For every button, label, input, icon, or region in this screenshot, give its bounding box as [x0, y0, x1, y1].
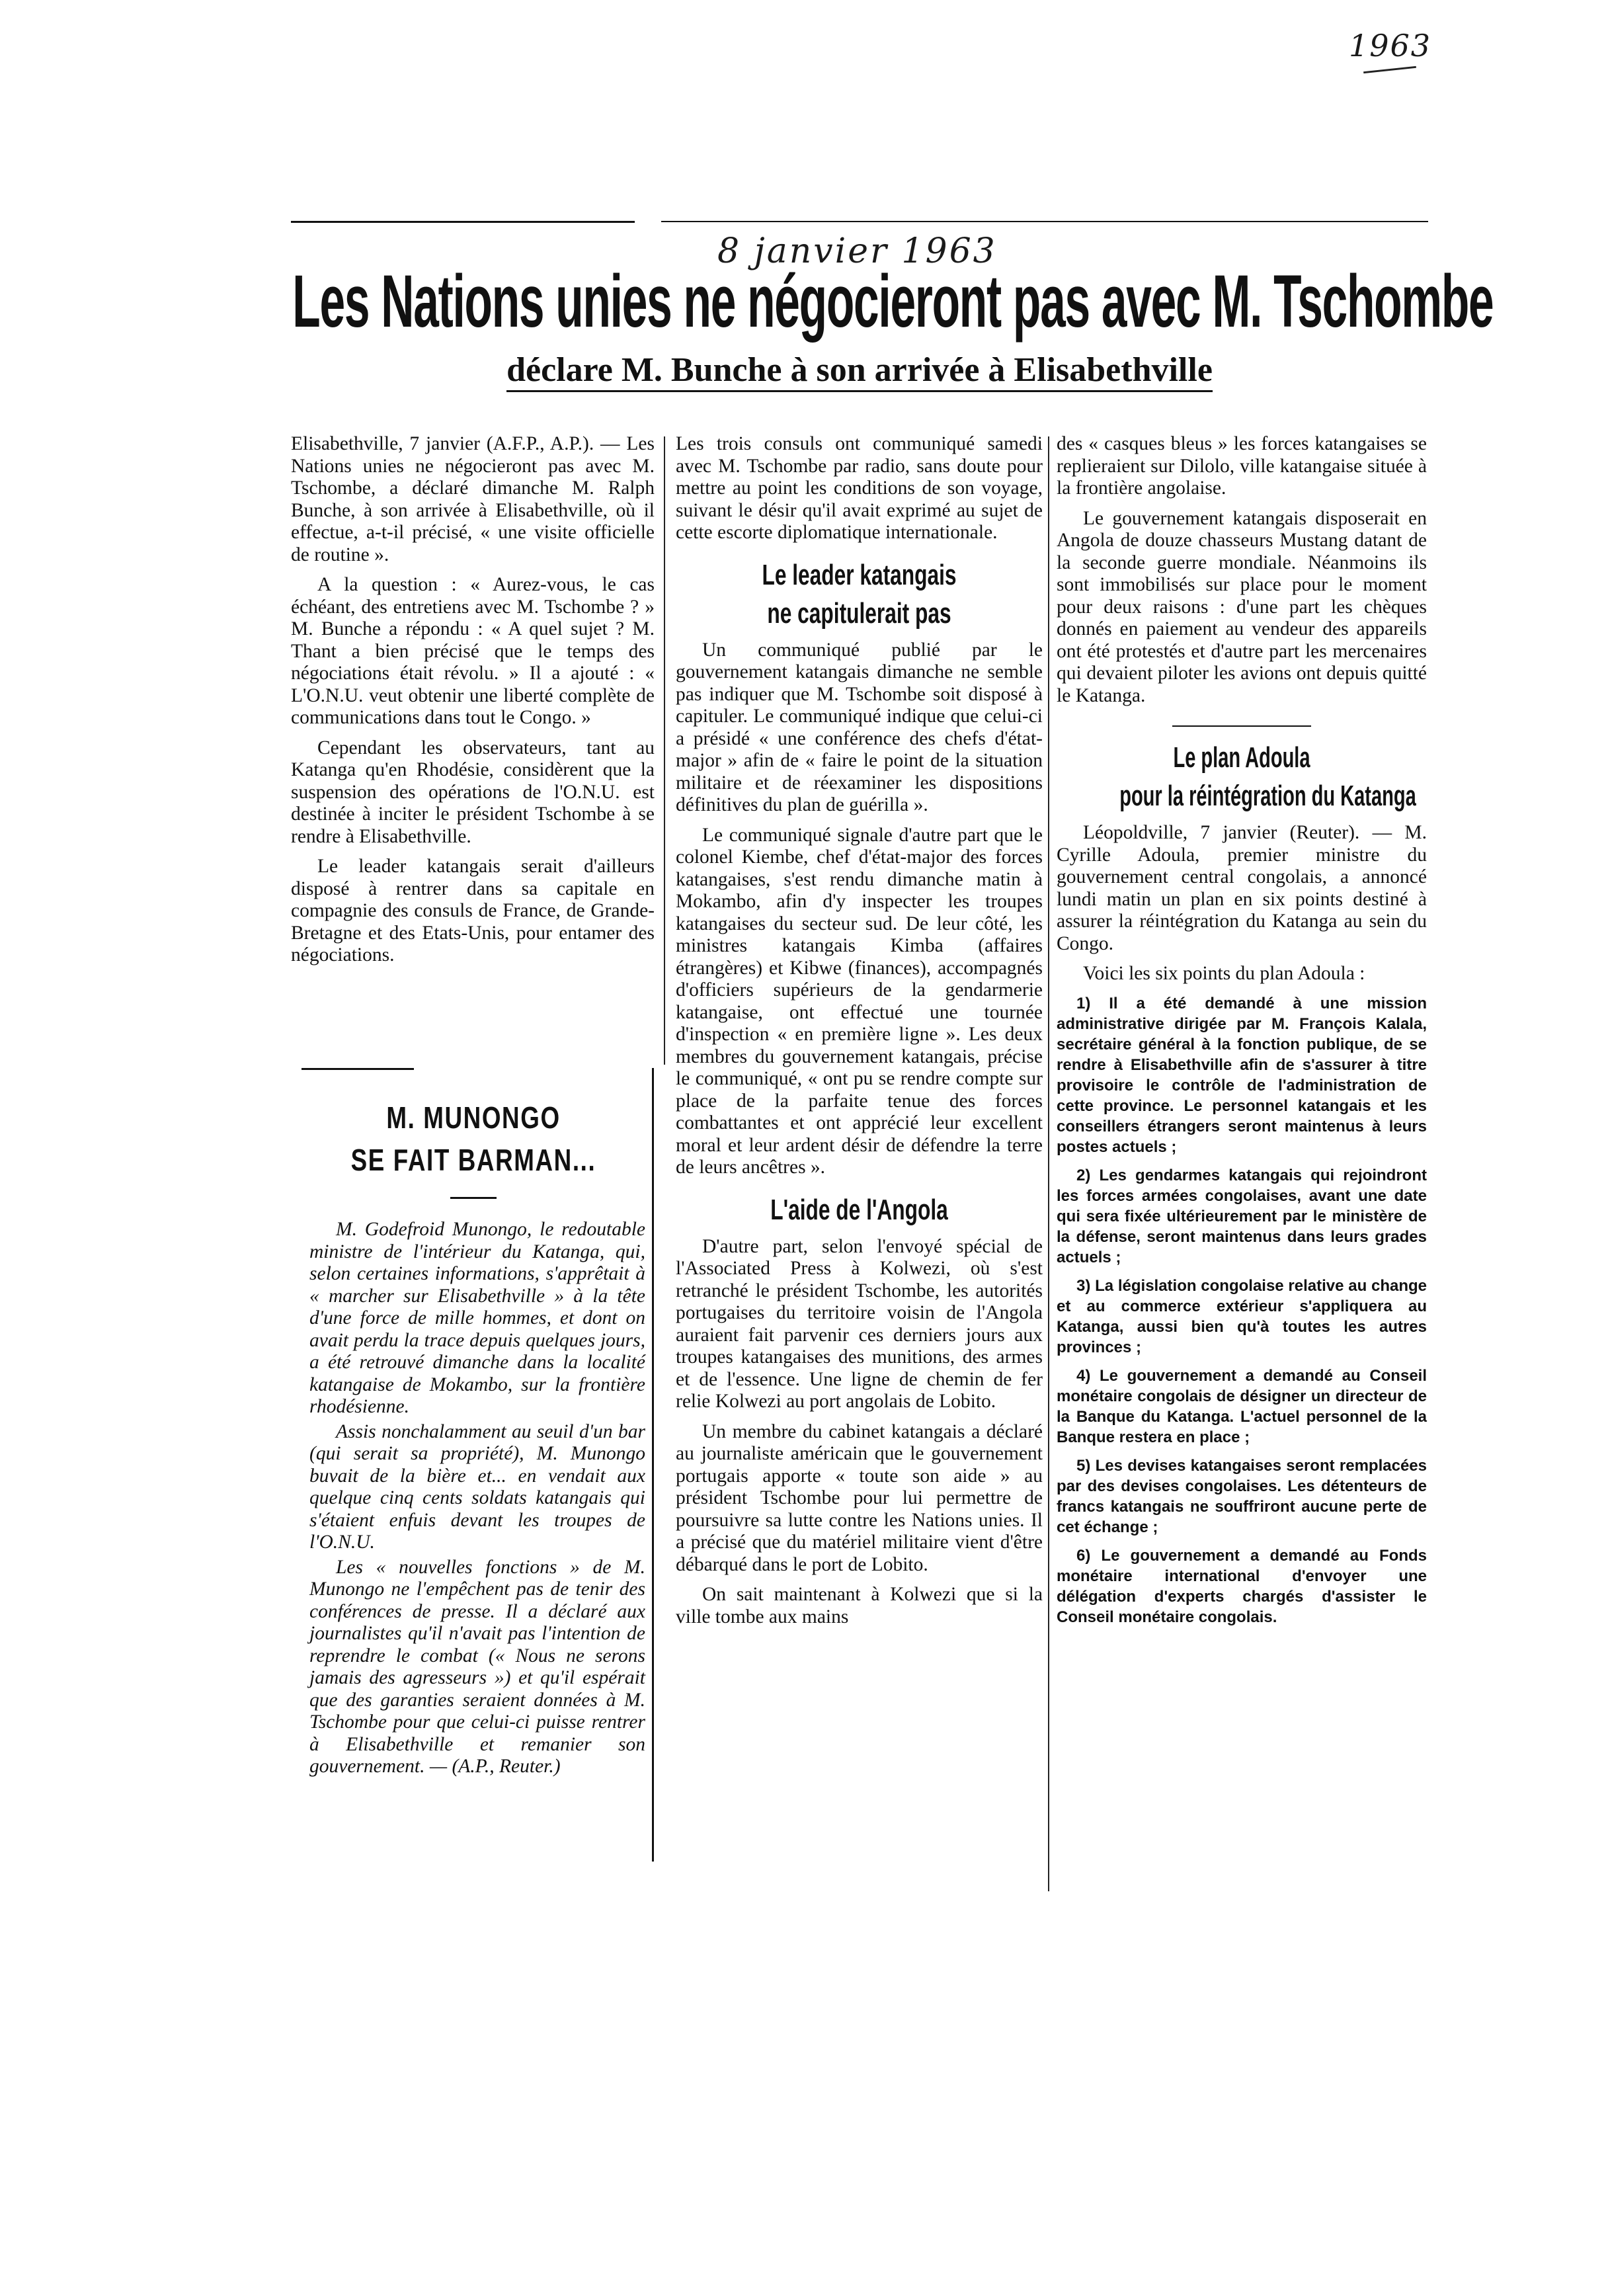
box-body — [295, 1219, 652, 1778]
article-paragraph: Cependant les observateurs, tant au Katanga qu'en Rhodésie, considèrent que la suspension des opérations de l'O.N.U. est destinée à inciter le président Tschombe à se rendre à Elisabethville. — [291, 737, 655, 847]
article-paragraph: Le gouvernement katangais disposerait en Angola de douze chasseurs Mustang datant de la seconde guerre mondiale. Néanmoins ils sont immobilisés sur place pour le moment pour deux raisons : d'une part les chèques donnés en paiement au vendeur des appareils ont été protestés et d'autre part les mercenaires qui devaient piloter les avions ont depuis quitté le Katanga. — [1057, 507, 1427, 706]
section-title-angola: L'aide de l'Angola — [770, 1193, 948, 1226]
article-paragraph: On sait maintenant à Kolwezi que si la ville tombe aux mains — [676, 1584, 1043, 1627]
article-paragraph: Voici les six points du plan Adoula : — [1083, 963, 1365, 984]
plan-point: 5) Les devises katangaises seront remplacées par des devises congolaises. Les détenteurs de francs katangais ne souffriront aucune perte de cet échange ; — [1057, 1456, 1427, 1536]
section-title-line: pour la réintégration du Katanga — [1119, 780, 1416, 812]
article-paragraph: Les trois consuls ont communiqué samedi avec M. Tschombe par radio, sans doute pour mettre au point les conditions de son voyage, suivant le désir qu'il avait exprimé au sujet de cette escorte diplomatique internationale. — [676, 433, 1043, 543]
plan-point: 6) Le gouvernement a demandé au Fonds monétaire international d'envoyer une délégation d'experts chargés d'assister le Conseil monétaire congolais. — [1057, 1546, 1427, 1626]
article-paragraph: A la question : « Aurez-vous, le cas échéant, des entretiens avec M. Tschombe ? » M. Bunche a répondu : « A quel sujet ? M. Thant a bien précisé que le temps des négociations était révolu. » Il a ajouté : « L'O.N.U. veut obtenir une liberté complète de communications dans tout le Congo. » — [291, 574, 655, 728]
section-title-line: Le plan Adoula — [1173, 741, 1310, 774]
subheadline-text: déclare M. Bunche à son arrivée à Elisabethville — [506, 351, 1213, 392]
top-rule-right — [661, 221, 1428, 222]
article-paragraph: D'autre part, selon l'envoyé spécial de l'Associated Press à Kolwezi, où s'est retranché le président Tschombe, les autorités portugaises du territoire voisin de l'Angola auraient fait parvenir ces derniers jours aux troupes katangaises des munitions, des armes et de l'essence. Une ligne de chemin de fer relie Kolwezi au port angolais de Lobito. — [676, 1235, 1043, 1412]
article-paragraph: Elisabethville, 7 janvier (A.F.P., A.P.). — Les Nations unies ne négocieront pas avec M. Tschombe, a déclaré dimanche M. Ralph Bunche, à son arrivée à Elisabethville, où il effectue, a-t-il précisé, « une visite officielle de routine ». — [291, 433, 655, 565]
article-paragraph: Un communiqué publié par le gouvernement katangais dimanche ne semble pas indiquer que M. Tschombe soit disposé à capituler. Le communiqué indique que celui-ci a présidé « une conférence des chefs d'état-major » afin de « faire le point de la situation militaire et de réexaminer les dispositions définitives du plan de guérilla ». — [676, 639, 1043, 815]
column-divider-1 — [664, 436, 665, 1065]
plan-point: 4) Le gouvernement a demandé au Conseil monétaire congolais de désigner un directeur de la Banque du Katanga. L'actuel personnel de la Banque restera en place ; — [1057, 1366, 1427, 1446]
plan-point: 1) Il a été demandé à une mission administrative dirigée par M. François Kalala, secrétaire général à la fonction publique, de se rendre à Elisabethville afin de s'assurer à titre provisoire le contrôle de l'administration de cette province. Le personnel katangais et les conseillers étrangers seront maintenus à leurs postes actuels ; — [1057, 994, 1427, 1156]
column-2 — [676, 433, 1043, 1636]
section-title-line: Le leader katangais — [762, 558, 957, 591]
plan-points-list — [1057, 993, 1427, 1627]
box-title-line2: SE FAIT BARMAN... — [350, 1143, 596, 1177]
subheadline — [291, 350, 1428, 390]
handwritten-year: 1963 — [1349, 28, 1432, 63]
column-1 — [291, 433, 655, 975]
box-top-rule — [302, 1068, 414, 1070]
article-paragraph: Un membre du cabinet katangais a déclaré au journaliste américain que le gouvernement portugais apporte « toute son aide » au président Tschombe pour lui permettre de poursuivre sa lutte contre les Nations unies. Il a précisé que du matériel militaire vient d'être débarqué dans le port de Lobito. — [676, 1420, 1043, 1575]
box-title-rule — [450, 1197, 497, 1199]
article-paragraph: Léopoldville, 7 janvier (Reuter). — M. Cyrille Adoula, premier ministre du gouvernement central congolais, a annoncé lundi matin un plan en six points destiné à assurer la réintégration du Katanga au sein du Congo. — [1057, 822, 1427, 954]
top-rule-left — [291, 221, 635, 223]
plan-point: 3) La législation congolaise relative au change et au commerce extérieur s'appliquera au Katanga, aussi bien qu'à toutes les autres provinces ; — [1057, 1276, 1427, 1356]
article-paragraph: Le communiqué signale d'autre part que le colonel Kiembe, chef d'état-major des forces katangaises, s'est rendu dimanche matin à Mokambo, afin d'y inspecter les troupes katangaises du secteur sud. De leur côté, les ministres katangais Kimba (affaires étrangères) et Kibwe (finances), accompagnés d'officiers supérieurs de la gendarmerie katangaise, ont effectué une tournée d'inspection « en première ligne ». Les deux membres du gouvernement katangais, précise le communiqué, « ont pu se rendre compte sur place de la parfaite tenue des forces combattantes et ont apprécié leur excellent moral et leur ardent désir de défendre la terre de leurs ancêtres ». — [676, 824, 1043, 1178]
box-paragraph: Les « nouvelles fonctions » de M. Munongo ne l'empêchent pas de tenir des conférences de presse. Il a déclaré aux journalistes qu'il n'avait pas l'intention de reprendre le combat (« Nous ne serons jamais des agresseurs ») et qu'il espérait que des garanties seraient données à M. Tschombe pour que celui-ci puisse rentrer à Elisabethville et remanier son gouvernement. — (A.P., Reuter.) — [309, 1556, 645, 1777]
section-separator — [1172, 725, 1311, 727]
handwritten-date: 8 janvier 1963 — [717, 231, 997, 271]
column-divider-2 — [1048, 436, 1049, 1891]
handwritten-underline — [1363, 66, 1416, 73]
section-title-line: ne capitulerait pas — [767, 596, 951, 630]
plan-point: 2) Les gendarmes katangais qui rejoindront les forces armées congolaises, avant une date qui sera fixée ultérieurement par le ministère de la défense, seront maintenus dans leurs grades actuels ; — [1057, 1166, 1427, 1266]
section-title-adoula — [1119, 739, 1416, 815]
headline: Les Nations unies ne négocieront pas avec M. Tschombe — [292, 260, 1494, 343]
sidebar-box — [295, 1068, 654, 1862]
article-paragraph: des « casques bleus » les forces katangaises se replieraient sur Dilolo, ville katangaise située à la frontière angolaise. — [1057, 433, 1427, 499]
box-title-line1: M. MUNONGO — [386, 1100, 561, 1135]
box-paragraph: M. Godefroid Munongo, le redoutable ministre de l'intérieur du Katanga, qui, selon certaines informations, s'apprêtait à « marcher sur Elisabethville » à la tête d'une force de mille hommes, et dont on avait perdu la trace depuis quelques jours, a été retrouvé dimanche dans la localité katangaise de Mokambo, sur la frontière rhodésienne. — [309, 1219, 645, 1417]
section-title-leader — [727, 556, 992, 633]
box-paragraph: Assis nonchalamment au seuil d'un bar (qui serait sa propriété), M. Munongo buvait de la bière et... en vendait aux quelque cinq cents soldats katangais qui s'étaient enfuis devant les troupes de l'O.N.U. — [309, 1420, 645, 1553]
column-3 — [1057, 433, 1427, 1635]
article-paragraph: Le leader katangais serait d'ailleurs disposé à rentrer dans sa capitale en compagnie des consuls de France, de Grande-Bretagne et des Etats-Unis, pour entamer des négociations. — [291, 856, 655, 965]
